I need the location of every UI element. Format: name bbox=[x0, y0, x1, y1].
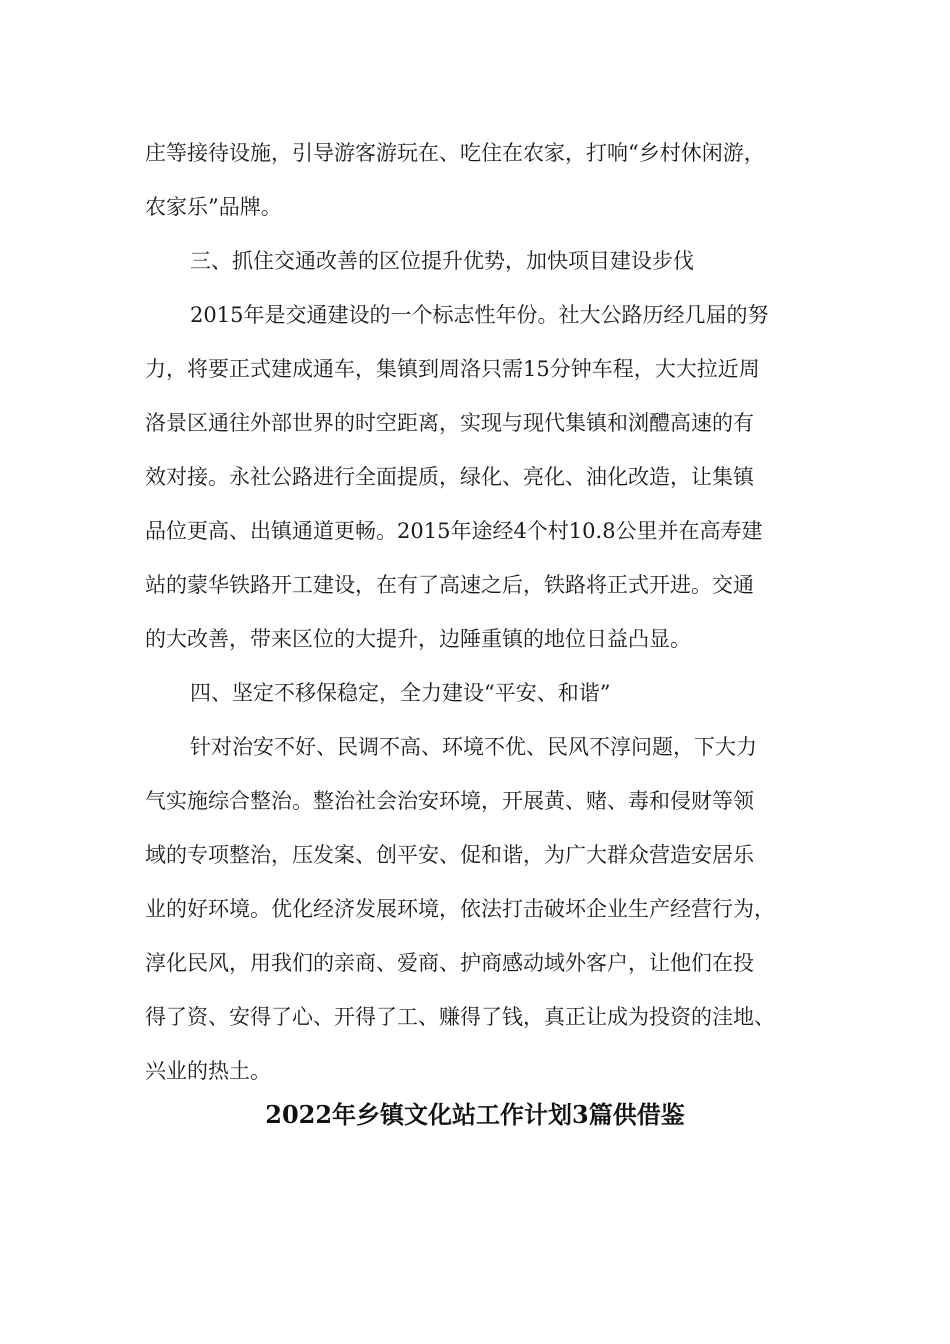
text-line-16: 淳化民风，用我们的亲商、爱商、护商感动域外客户，让他们在投 bbox=[145, 951, 754, 975]
text-line-6: 洛景区通往外部世界的时空距离，实现与现代集镇和浏醴高速的有 bbox=[145, 411, 754, 435]
section-heading-4: 四、坚定不移保稳定，全力建设“平安、和谐” bbox=[190, 681, 611, 705]
text-line-7: 效对接。永社公路进行全面提质，绿化、亮化、油化改造，让集镇 bbox=[145, 465, 754, 489]
text-line-14: 域的专项整治，压发案、创平安、促和谐，为广大群众营造安居乐 bbox=[145, 843, 754, 867]
text-line-13: 气实施综合整治。整治社会治安环境，开展黄、赌、毒和侵财等领 bbox=[145, 789, 754, 813]
document-title: 2022年乡镇文化站工作计划3篇供借鉴 bbox=[265, 1100, 685, 1129]
section-heading-3: 三、抓住交通改善的区位提升优势，加快项目建设步伐 bbox=[190, 249, 694, 273]
text-line-2: 农家乐”品牌。 bbox=[145, 195, 282, 219]
text-line-10: 的大改善，带来区位的大提升，边陲重镇的地位日益凸显。 bbox=[145, 627, 691, 651]
body-text bbox=[145, 126, 809, 1098]
text-line-18: 兴业的热土。 bbox=[145, 1059, 271, 1083]
text-line-5: 力，将要正式建成通车，集镇到周洛只需15分钟车程，大大拉近周 bbox=[145, 357, 760, 381]
text-line-15: 业的好环境。优化经济发展环境，依法打击破坏企业生产经营行为， bbox=[145, 897, 775, 921]
text-line-4: 2015年是交通建设的一个标志性年份。社大公路历经几届的努 bbox=[190, 303, 769, 327]
text-line-9: 站的蒙华铁路开工建设，在有了高速之后，铁路将正式开进。交通 bbox=[145, 573, 754, 597]
text-line-17: 得了资、安得了心、开得了工、赚得了钱，真正让成为投资的洼地、 bbox=[145, 1005, 775, 1029]
text-line-8: 品位更高、出镇通道更畅。2015年途经4个村10.8公里并在高寿建 bbox=[145, 519, 763, 543]
text-line-12: 针对治安不好、民调不高、环境不优、民风不淳问题，下大力 bbox=[190, 735, 757, 759]
text-line-1: 庄等接待设施，引导游客游玩在、吃住在农家，打响“乡村休闲游， bbox=[145, 141, 765, 165]
